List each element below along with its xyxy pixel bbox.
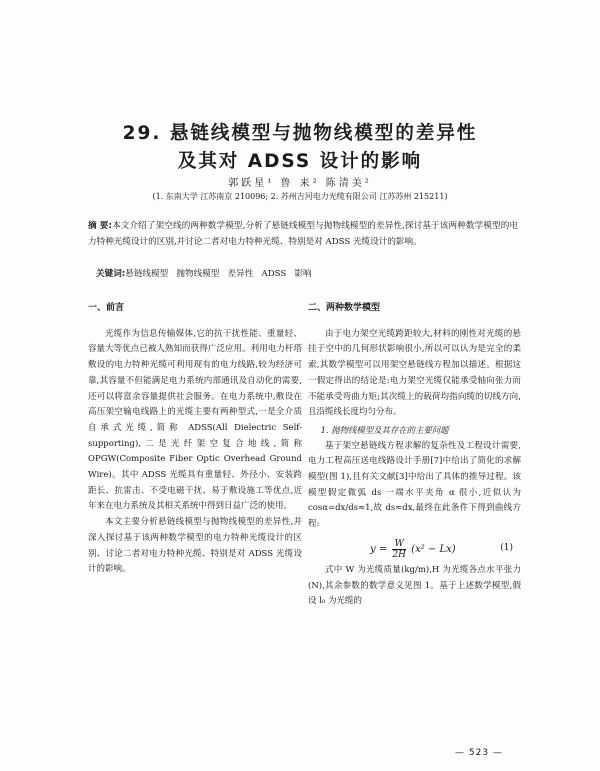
keywords-text: 悬链线模型 抛物线模型 差异性 ADSS 影响	[125, 269, 312, 279]
equation-lhs: y =	[370, 543, 388, 555]
section-heading-models: 二、两种数学模型	[308, 303, 381, 313]
affiliation-line: (1. 东南大学 江苏南京 210096; 2. 苏州吉河电力光缆有限公司 江苏苏州 215211)	[152, 192, 448, 201]
equation-denominator: 2H	[392, 549, 406, 560]
intro-paragraph-2: 本文主要分析悬链线模型与抛物线模型的差异性,并深入探讨基于该两种数学模型的电力特种光缆设计的区别、讨论二者对电力特种光缆、特别是对 ADSS 光缆设计的影响。	[88, 517, 302, 575]
abstract-text: 本文介绍了架空线的两种数学模型,分析了悬链线模型与抛物线模型的差异性,探讨基于该两种数学模型的电力特种光缆设计的区别,并讨论二者对电力特种光缆、特别是对 ADSS 光缆设计的影响。	[88, 221, 518, 247]
paper-title-line2: 及其对 ADSS 设计的影响	[177, 151, 423, 172]
author-list: 郭跃星¹ 鲁 来² 陈清美²	[228, 178, 372, 189]
page-number: — 523 —	[455, 748, 503, 758]
models-paragraph-2: 基于架空悬链线方程求解的复杂性及工程设计需要,电力工程高压送电线路设计手册[7]中给出了简化的求解模型(图 1),且有关文献[3]中给出了具体的推导过程。该模型假定微弧 ds 一端水平夹角 α 很小,近似认为 cosα=dx/ds≈1,故 ds≈dx,最终在此条件下得到曲线方程:	[308, 440, 521, 530]
abstract	[88, 218, 518, 250]
paper-title-line1: 29. 悬链线模型与抛物线模型的差异性	[122, 123, 478, 144]
equation-rhs: (x² − Lx)	[411, 543, 456, 555]
equation-numerator: W	[392, 539, 406, 550]
intro-paragraph-1: 光缆作为信息传输媒体,它的抗干扰性能、重量轻、容量大等优点已被人熟知而获得广泛应用。利用电力杆塔敷设的电力特种光缆可利用现有的电力线路,较为经济可靠,其容量不但能满足电力系统内部通讯及自动化的需要,还可以将富余容量提供社会服务。在电力系统中,敷设在高压架空输电线路上的光缆主要有两种型式,一是全介质自承式光缆,简称 ADSS(All Dielectric Self-supporting),二是光纤架空复合地线,简称 OPGW(Composite Fiber Optic Overhead Ground Wire)。其中 ADSS 光缆具有重量轻、外径小、安装跨距长、抗雷击、不受电磁干扰、易于敷设施工等优点,近年来在电力系统及其相关系统中得到日益广泛的使用。	[88, 328, 302, 512]
keywords-label: 关键词:	[96, 269, 126, 279]
right-column	[308, 301, 521, 610]
equation-fraction	[392, 539, 406, 560]
equation-number: (1)	[500, 542, 513, 553]
abstract-label: 摘 要:	[88, 221, 112, 231]
models-paragraph-3: 式中 W 为光缆质量(kg/m),H 为光缆各点水平张力(N),其余参数的数学意义见图 1。基于上述数学模型,假设 l₀ 为光缆的	[308, 564, 521, 607]
equation-1	[308, 533, 521, 563]
keywords-line	[96, 266, 312, 282]
left-column	[88, 301, 302, 578]
models-paragraph-1: 由于电力架空光缆跨距较大,材料的刚性对光缆的悬挂于空中的几何形状影响很小,所以可以认为是完全的柔索,其数学模型可以用架空悬链线方程加以描述。根据这一假定得出的结论是:电力架空光缆仅能承受轴向张力而不能承受弯曲力矩;其次缆上的载荷均指向缆的切线方向,且沿缆线长度均匀分布。	[308, 328, 521, 418]
section-heading-intro: 一、前言	[88, 303, 125, 313]
subsection-heading-parabola: 1. 抛物线模型及其存在的主要问题	[320, 424, 449, 435]
